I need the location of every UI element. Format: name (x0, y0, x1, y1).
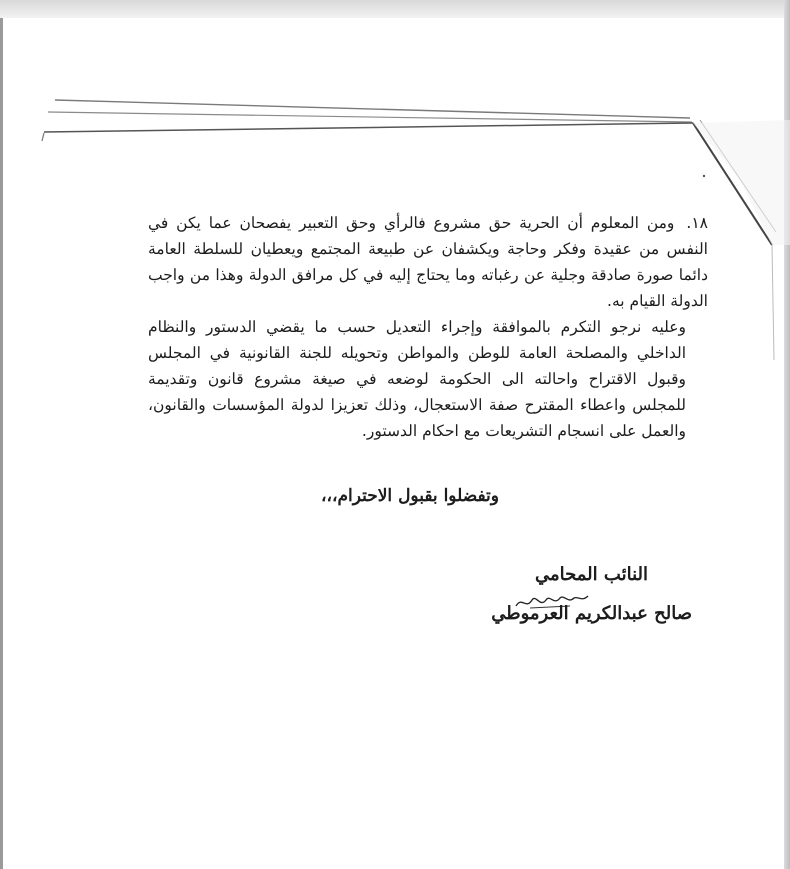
signer-name: صالح عبدالكريم العرموطي (491, 603, 692, 624)
paragraph-2-text: وعليه نرجو التكرم بالموافقة وإجراء التعديل حسب ما يقضي الدستور والنظام الداخلي والمصلحة العامة للوطن والمواطن وتحويله للجنة القانونية في المجلس وقبول الاقتراح واحالته الى الحكومة لوضعه في صيغة مشروع قانون وتقديمة للمجلس واعطاء المقترح صفة الاستعجال، وذلك تعزيزا لدولة المؤسسات والقانون، والعمل على انسجام التشريعات مع احكام الدستور. (148, 318, 686, 440)
paragraph-1-text: ومن المعلوم أن الحرية حق مشروع فالرأي وحق التعبير يفصحان عما يكن في النفس من عقيدة وفكر وحاجة ويكشفان عن طبيعة المجتمع ويعطيان للسلطة العامة دائما صورة صادقة وجلية عن رغباته وما يحتاج إليه في كل مرافق الدولة وهذا من واجب الدولة القيام به. (148, 214, 708, 310)
closing-line: وتفضلوا بقبول الاحترام،،، (321, 486, 499, 506)
letter-body (148, 210, 708, 444)
paragraph-1 (148, 210, 708, 314)
signer-title: النائب المحامي (535, 564, 648, 585)
item-number: ١٨. (686, 214, 708, 232)
paragraph-2 (148, 314, 708, 444)
